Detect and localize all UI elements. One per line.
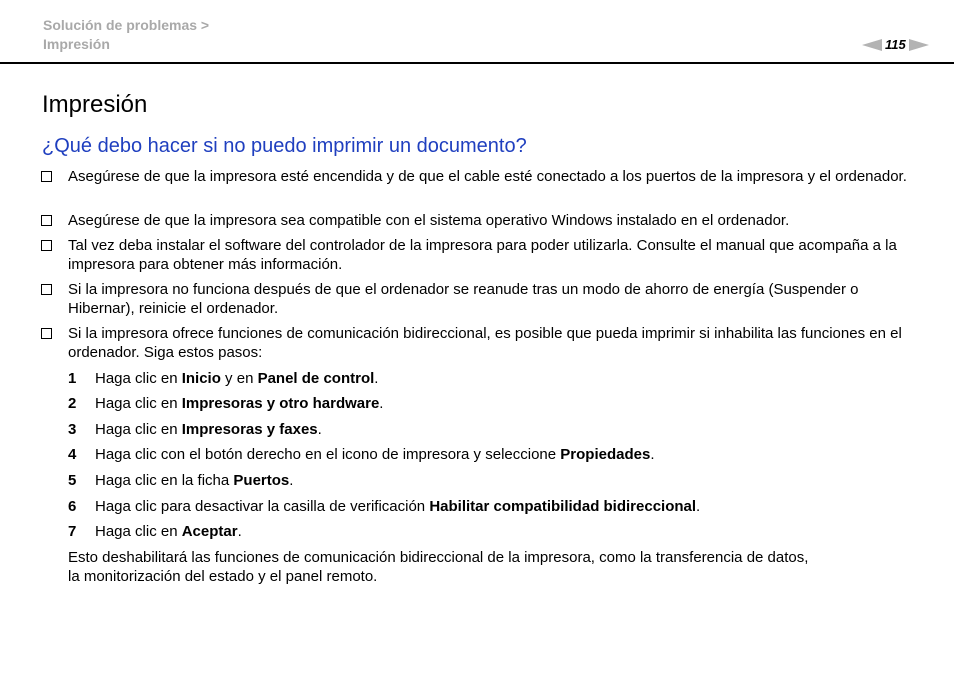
step-text: y en — [220, 370, 258, 387]
step-number: 7 — [68, 523, 77, 540]
ui-term: Puertos — [233, 472, 290, 489]
header-divider — [0, 62, 954, 64]
step-text: . — [696, 498, 701, 515]
breadcrumb-page: Impresión — [43, 36, 110, 52]
step-number: 3 — [68, 421, 77, 438]
step-text: . — [237, 523, 242, 540]
checkbox-bullet-icon — [41, 328, 52, 339]
section-heading: ¿Qué debo hacer si no puedo imprimir un documento? — [42, 135, 527, 157]
step-text: . — [379, 395, 384, 412]
ui-term: Panel de control — [257, 370, 375, 387]
ui-term: Inicio — [181, 370, 221, 387]
list-item: Si la impresora no funciona después de que el ordenador se reanude tras un modo de ahorro de energía (Suspender o Hibernar), reinicie el ordenador. — [68, 281, 859, 317]
ui-term: Impresoras y faxes — [181, 421, 318, 438]
page-title: Impresión — [42, 91, 148, 118]
step-text: . — [374, 370, 379, 387]
step-number: 6 — [68, 498, 77, 515]
note-paragraph — [68, 548, 918, 586]
step-text: Haga clic en — [95, 523, 182, 540]
step-text: . — [317, 421, 322, 438]
step-number: 4 — [68, 446, 77, 463]
list-item: Tal vez deba instalar el software del controlador de la impresora para poder utilizarla. Consulte el manual que acompaña a la impresora para obtener más información. — [68, 237, 897, 273]
breadcrumb-section[interactable]: Solución de problemas > — [43, 17, 210, 33]
list-item: Si la impresora ofrece funciones de comunicación bidireccional, es posible que pueda imprimir si inhabilita las funciones en el ordenador. Siga estos pasos: — [68, 325, 902, 361]
page-number: 115 — [885, 37, 906, 52]
step-number: 2 — [68, 395, 77, 412]
next-page-arrow-icon[interactable] — [909, 39, 929, 51]
checkbox-bullet-icon — [41, 240, 52, 251]
ui-term: Propiedades — [560, 446, 651, 463]
step-text: Haga clic para desactivar la casilla de verificación — [95, 498, 430, 515]
previous-page-arrow-icon[interactable] — [862, 39, 882, 51]
ui-term: Habilitar compatibilidad bidireccional — [429, 498, 697, 515]
ui-term: Impresoras y otro hardware — [181, 395, 380, 412]
page-navigator — [862, 37, 929, 52]
step-text: . — [289, 472, 294, 489]
checkbox-bullet-icon — [41, 215, 52, 226]
step-text: Haga clic en la ficha — [95, 472, 234, 489]
checkbox-bullet-icon — [41, 284, 52, 295]
note-line: la monitorización del estado y el panel remoto. — [68, 568, 378, 585]
step-text: Haga clic en — [95, 421, 182, 438]
step-text: . — [650, 446, 655, 463]
list-item: Asegúrese de que la impresora esté encendida y de que el cable esté conectado a los puertos de la impresora y el ordenador. — [68, 168, 907, 185]
note-line: Esto deshabilitará las funciones de comunicación bidireccional de la impresora, como la transferencia de datos, — [68, 549, 809, 566]
list-item: Asegúrese de que la impresora sea compatible con el sistema operativo Windows instalado en el ordenador. — [68, 212, 790, 229]
step-number: 1 — [68, 370, 77, 387]
step-text: Haga clic con el botón derecho en el icono de impresora y seleccione — [95, 446, 561, 463]
checkbox-bullet-icon — [41, 171, 52, 182]
step-text: Haga clic en — [95, 395, 182, 412]
step-text: Haga clic en — [95, 370, 182, 387]
ui-term: Aceptar — [181, 523, 238, 540]
step-number: 5 — [68, 472, 77, 489]
